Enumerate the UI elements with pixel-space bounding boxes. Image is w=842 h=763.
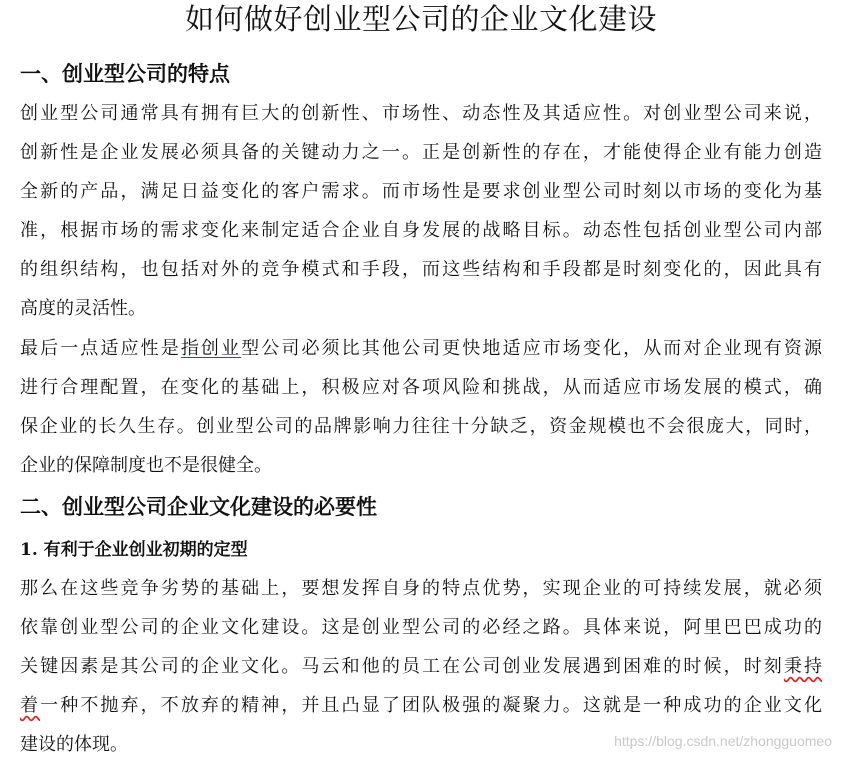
watermark: https://blog.csdn.net/zhongguomeo — [614, 733, 832, 749]
paragraph-line — [20, 693, 822, 719]
text-run: 最后一点适应性是 — [20, 338, 181, 359]
paragraph-line: 创业型公司通常具有拥有巨大的创新性、市场性、动态性及其适应性。对创业型公司来说， — [20, 103, 822, 124]
section-heading: 一、创业型公司的特点 — [20, 61, 230, 86]
section-heading: 二、创业型公司企业文化建设的必要性 — [20, 494, 377, 519]
subsection-heading: 1. 有利于企业创业初期的定型 — [20, 540, 248, 560]
paragraph-line: 准，根据市场的需求变化来制定适合企业自身发展的战略目标。动态性包括创业型公司内部 — [20, 220, 822, 241]
spellcheck-underline: 秉持 — [783, 656, 823, 677]
document-title: 如何做好创业型公司的企业文化建设 — [184, 2, 657, 36]
paragraph-line: 那么在这些竞争劣势的基础上，要想发挥自身的特点优势，实现企业的可持续发展，就必须 — [20, 578, 822, 599]
text-run: 型公司必须比其他公司更快地适应市场变化，从而对企业现有资源 — [241, 338, 823, 359]
text-run: 关键因素是其公司的企业文化。马云和他的员工在公司创业发展遇到困难的时候，时刻 — [20, 656, 784, 677]
paragraph-line: 建设的体现。 — [20, 734, 128, 755]
paragraph-line: 全新的产品，满足日益变化的客户需求。而市场性是要求创业型公司时刻以市场的变化为基 — [20, 181, 822, 202]
spellcheck-underline: 着 — [20, 695, 41, 716]
text-run: 一种不抛弃，不放弃的精神，并且凸显了团队极强的凝聚力。这就是一种成功的企业文化 — [40, 695, 823, 716]
paragraph-line: 依靠创业型公司的企业文化建设。这是创业型公司的必经之路。具体来说，阿里巴巴成功的 — [20, 617, 822, 638]
paragraph-line — [20, 336, 822, 362]
paragraph-line: 的组织结构，也包括对外的竞争模式和手段，而这些结构和手段都是时刻变化的，因此具有 — [20, 259, 822, 280]
paragraph-line: 高度的灵活性。 — [20, 298, 146, 319]
paragraph-line: 进行合理配置，在变化的基础上，积极应对各项风险和挑战，从而适应市场发展的模式，确 — [20, 377, 822, 398]
underlined-term: 指创业 — [180, 338, 242, 359]
paragraph-line: 创新性是企业发展必须具备的关键动力之一。正是创新性的存在，才能使得企业有能力创造 — [20, 142, 822, 163]
paragraph-line: 企业的保障制度也不是很健全。 — [20, 455, 272, 476]
paragraph-line: 保企业的长久生存。创业型公司的品牌影响力往往十分缺乏，资金规模也不会很庞大，同时， — [20, 416, 822, 437]
paragraph-line — [20, 654, 822, 680]
